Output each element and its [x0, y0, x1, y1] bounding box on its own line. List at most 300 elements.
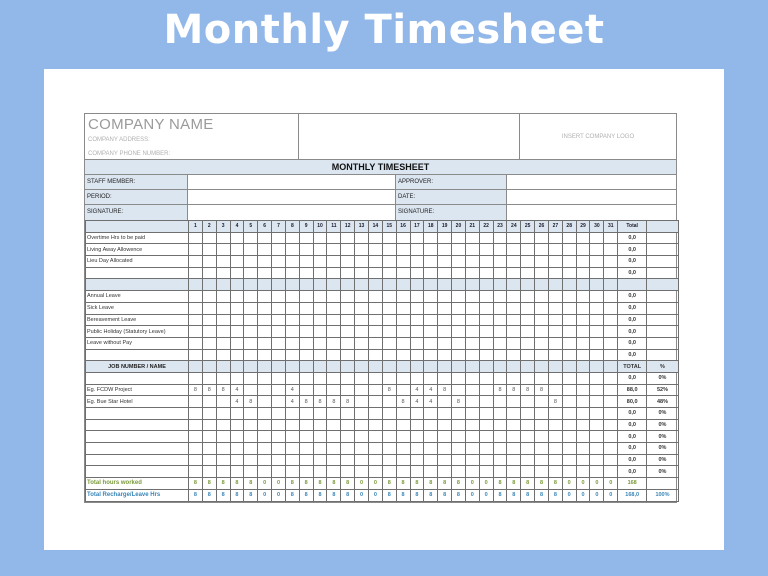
job-day-cell[interactable] — [272, 454, 286, 466]
day-cell[interactable] — [272, 349, 286, 361]
job-day-cell[interactable]: 8 — [189, 384, 203, 396]
day-cell[interactable] — [479, 256, 493, 268]
job-name[interactable] — [86, 408, 189, 420]
job-day-cell[interactable] — [548, 431, 562, 443]
day-cell[interactable] — [535, 291, 549, 303]
job-day-cell[interactable] — [590, 466, 604, 478]
job-day-cell[interactable] — [368, 396, 382, 408]
day-cell[interactable] — [452, 337, 466, 349]
day-cell[interactable] — [230, 291, 244, 303]
day-cell[interactable] — [327, 314, 341, 326]
day-cell[interactable] — [202, 302, 216, 314]
job-day-cell[interactable] — [313, 408, 327, 420]
job-day-cell[interactable] — [202, 372, 216, 384]
job-day-cell[interactable] — [216, 454, 230, 466]
job-day-cell[interactable] — [216, 408, 230, 420]
day-cell[interactable] — [548, 256, 562, 268]
job-day-cell[interactable] — [202, 408, 216, 420]
job-day-cell[interactable] — [341, 408, 355, 420]
day-cell[interactable] — [299, 349, 313, 361]
job-day-cell[interactable]: 8 — [493, 384, 507, 396]
day-cell[interactable] — [327, 232, 341, 244]
job-day-cell[interactable] — [410, 466, 424, 478]
day-cell[interactable] — [493, 232, 507, 244]
day-cell[interactable] — [313, 232, 327, 244]
day-cell[interactable] — [382, 326, 396, 338]
job-day-cell[interactable]: 8 — [396, 396, 410, 408]
job-day-cell[interactable] — [493, 419, 507, 431]
job-name[interactable]: Eg. FCDW Project — [86, 384, 189, 396]
job-day-cell[interactable] — [576, 372, 590, 384]
row-label[interactable]: Leave without Pay — [86, 337, 189, 349]
job-day-cell[interactable] — [493, 443, 507, 455]
day-cell[interactable] — [576, 314, 590, 326]
day-cell[interactable] — [507, 326, 521, 338]
job-day-cell[interactable] — [493, 431, 507, 443]
day-cell[interactable] — [341, 326, 355, 338]
day-cell[interactable] — [216, 256, 230, 268]
day-cell[interactable] — [313, 291, 327, 303]
day-cell[interactable] — [202, 244, 216, 256]
day-cell[interactable] — [465, 349, 479, 361]
job-day-cell[interactable] — [272, 408, 286, 420]
day-cell[interactable] — [313, 349, 327, 361]
job-day-cell[interactable] — [479, 408, 493, 420]
day-cell[interactable] — [438, 244, 452, 256]
job-day-cell[interactable] — [410, 443, 424, 455]
job-day-cell[interactable] — [576, 419, 590, 431]
job-day-cell[interactable]: 8 — [216, 384, 230, 396]
day-cell[interactable] — [272, 326, 286, 338]
job-day-cell[interactable] — [507, 466, 521, 478]
job-day-cell[interactable] — [452, 466, 466, 478]
job-day-cell[interactable] — [507, 454, 521, 466]
job-day-cell[interactable] — [230, 454, 244, 466]
job-day-cell[interactable] — [272, 466, 286, 478]
day-cell[interactable] — [590, 349, 604, 361]
day-cell[interactable] — [244, 256, 258, 268]
job-day-cell[interactable] — [382, 372, 396, 384]
job-day-cell[interactable] — [313, 454, 327, 466]
day-cell[interactable] — [507, 244, 521, 256]
row-label[interactable]: Overtime Hrs to be paid — [86, 232, 189, 244]
day-cell[interactable] — [548, 302, 562, 314]
day-cell[interactable] — [479, 314, 493, 326]
day-cell[interactable] — [396, 326, 410, 338]
job-day-cell[interactable]: 4 — [424, 396, 438, 408]
job-day-cell[interactable] — [548, 419, 562, 431]
day-cell[interactable] — [327, 256, 341, 268]
day-cell[interactable] — [548, 326, 562, 338]
day-cell[interactable] — [479, 349, 493, 361]
day-cell[interactable] — [341, 232, 355, 244]
day-cell[interactable] — [576, 256, 590, 268]
day-cell[interactable] — [548, 267, 562, 279]
job-day-cell[interactable] — [521, 408, 535, 420]
day-cell[interactable] — [341, 337, 355, 349]
day-cell[interactable] — [535, 267, 549, 279]
job-day-cell[interactable] — [230, 443, 244, 455]
day-cell[interactable] — [562, 302, 576, 314]
job-day-cell[interactable] — [382, 419, 396, 431]
job-day-cell[interactable] — [230, 408, 244, 420]
day-cell[interactable] — [590, 314, 604, 326]
day-cell[interactable] — [382, 256, 396, 268]
day-cell[interactable] — [424, 302, 438, 314]
job-day-cell[interactable] — [535, 408, 549, 420]
day-cell[interactable] — [258, 256, 272, 268]
day-cell[interactable] — [355, 349, 369, 361]
day-cell[interactable] — [355, 314, 369, 326]
job-day-cell[interactable] — [452, 419, 466, 431]
day-cell[interactable] — [576, 244, 590, 256]
job-day-cell[interactable] — [341, 443, 355, 455]
job-day-cell[interactable] — [327, 454, 341, 466]
day-cell[interactable] — [285, 302, 299, 314]
day-cell[interactable] — [590, 244, 604, 256]
job-day-cell[interactable] — [368, 408, 382, 420]
day-cell[interactable] — [590, 291, 604, 303]
day-cell[interactable] — [562, 291, 576, 303]
job-day-cell[interactable] — [244, 384, 258, 396]
day-cell[interactable] — [521, 291, 535, 303]
day-cell[interactable] — [507, 314, 521, 326]
day-cell[interactable] — [355, 232, 369, 244]
day-cell[interactable] — [230, 232, 244, 244]
job-day-cell[interactable] — [479, 396, 493, 408]
day-cell[interactable] — [285, 244, 299, 256]
job-day-cell[interactable] — [493, 408, 507, 420]
day-cell[interactable] — [382, 232, 396, 244]
job-name[interactable] — [86, 443, 189, 455]
job-day-cell[interactable] — [493, 396, 507, 408]
job-day-cell[interactable] — [189, 466, 203, 478]
day-cell[interactable] — [493, 244, 507, 256]
job-day-cell[interactable] — [258, 466, 272, 478]
job-day-cell[interactable] — [244, 419, 258, 431]
day-cell[interactable] — [202, 326, 216, 338]
job-day-cell[interactable] — [216, 466, 230, 478]
day-cell[interactable] — [410, 244, 424, 256]
job-day-cell[interactable] — [576, 431, 590, 443]
day-cell[interactable] — [244, 314, 258, 326]
job-day-cell[interactable] — [341, 372, 355, 384]
logo-placeholder[interactable]: INSERT COMPANY LOGO — [561, 133, 635, 140]
job-day-cell[interactable] — [272, 419, 286, 431]
day-cell[interactable] — [272, 314, 286, 326]
job-day-cell[interactable] — [396, 408, 410, 420]
job-day-cell[interactable] — [396, 466, 410, 478]
day-cell[interactable] — [202, 232, 216, 244]
job-day-cell[interactable] — [244, 431, 258, 443]
job-day-cell[interactable] — [493, 454, 507, 466]
job-day-cell[interactable] — [604, 443, 618, 455]
day-cell[interactable] — [521, 337, 535, 349]
day-cell[interactable] — [438, 326, 452, 338]
job-day-cell[interactable] — [189, 419, 203, 431]
job-day-cell[interactable] — [327, 408, 341, 420]
job-day-cell[interactable] — [465, 419, 479, 431]
day-cell[interactable] — [493, 349, 507, 361]
job-day-cell[interactable] — [590, 454, 604, 466]
job-day-cell[interactable]: 8 — [341, 396, 355, 408]
day-cell[interactable] — [189, 314, 203, 326]
company-name[interactable]: COMPANY NAME — [88, 116, 214, 133]
job-day-cell[interactable] — [396, 384, 410, 396]
day-cell[interactable] — [396, 267, 410, 279]
job-day-cell[interactable] — [590, 431, 604, 443]
day-cell[interactable] — [355, 302, 369, 314]
job-day-cell[interactable] — [604, 419, 618, 431]
job-day-cell[interactable] — [341, 466, 355, 478]
day-cell[interactable] — [396, 314, 410, 326]
day-cell[interactable] — [604, 244, 618, 256]
job-day-cell[interactable] — [368, 384, 382, 396]
job-day-cell[interactable]: 4 — [230, 384, 244, 396]
day-cell[interactable] — [299, 256, 313, 268]
job-day-cell[interactable] — [548, 466, 562, 478]
job-day-cell[interactable] — [258, 408, 272, 420]
day-cell[interactable] — [299, 326, 313, 338]
job-day-cell[interactable] — [299, 454, 313, 466]
job-day-cell[interactable] — [535, 419, 549, 431]
job-day-cell[interactable] — [272, 431, 286, 443]
day-cell[interactable] — [424, 314, 438, 326]
job-day-cell[interactable]: 8 — [382, 384, 396, 396]
job-day-cell[interactable] — [576, 443, 590, 455]
job-day-cell[interactable] — [590, 396, 604, 408]
day-cell[interactable] — [410, 291, 424, 303]
day-cell[interactable] — [272, 244, 286, 256]
day-cell[interactable] — [216, 314, 230, 326]
job-day-cell[interactable] — [424, 408, 438, 420]
job-day-cell[interactable]: 4 — [285, 396, 299, 408]
day-cell[interactable] — [479, 302, 493, 314]
day-cell[interactable] — [438, 349, 452, 361]
day-cell[interactable] — [604, 314, 618, 326]
job-day-cell[interactable] — [258, 372, 272, 384]
job-day-cell[interactable] — [341, 431, 355, 443]
job-day-cell[interactable] — [590, 408, 604, 420]
job-day-cell[interactable] — [521, 454, 535, 466]
day-cell[interactable] — [327, 267, 341, 279]
day-cell[interactable] — [202, 337, 216, 349]
job-day-cell[interactable] — [299, 443, 313, 455]
job-day-cell[interactable] — [410, 372, 424, 384]
job-day-cell[interactable]: 8 — [327, 396, 341, 408]
day-cell[interactable] — [604, 232, 618, 244]
day-cell[interactable] — [604, 326, 618, 338]
job-day-cell[interactable] — [258, 443, 272, 455]
day-cell[interactable] — [230, 267, 244, 279]
day-cell[interactable] — [410, 267, 424, 279]
day-cell[interactable] — [604, 349, 618, 361]
job-day-cell[interactable] — [355, 443, 369, 455]
job-day-cell[interactable] — [507, 396, 521, 408]
job-day-cell[interactable] — [299, 466, 313, 478]
day-cell[interactable] — [202, 291, 216, 303]
job-day-cell[interactable] — [368, 372, 382, 384]
day-cell[interactable] — [410, 314, 424, 326]
job-day-cell[interactable] — [535, 372, 549, 384]
job-day-cell[interactable] — [465, 396, 479, 408]
day-cell[interactable] — [299, 232, 313, 244]
job-day-cell[interactable] — [285, 454, 299, 466]
day-cell[interactable] — [424, 244, 438, 256]
day-cell[interactable] — [548, 314, 562, 326]
day-cell[interactable] — [521, 349, 535, 361]
day-cell[interactable] — [230, 349, 244, 361]
job-day-cell[interactable]: 8 — [313, 396, 327, 408]
day-cell[interactable] — [465, 244, 479, 256]
job-day-cell[interactable] — [535, 454, 549, 466]
job-day-cell[interactable] — [313, 466, 327, 478]
day-cell[interactable] — [216, 302, 230, 314]
job-day-cell[interactable] — [479, 419, 493, 431]
job-day-cell[interactable] — [562, 384, 576, 396]
job-day-cell[interactable] — [327, 466, 341, 478]
job-day-cell[interactable] — [521, 443, 535, 455]
day-cell[interactable] — [202, 256, 216, 268]
job-day-cell[interactable] — [521, 372, 535, 384]
day-cell[interactable] — [479, 232, 493, 244]
day-cell[interactable] — [562, 244, 576, 256]
job-day-cell[interactable] — [604, 466, 618, 478]
job-day-cell[interactable] — [272, 372, 286, 384]
job-day-cell[interactable] — [299, 408, 313, 420]
job-day-cell[interactable] — [230, 372, 244, 384]
job-day-cell[interactable] — [452, 443, 466, 455]
day-cell[interactable] — [604, 337, 618, 349]
job-day-cell[interactable] — [355, 431, 369, 443]
job-day-cell[interactable] — [507, 372, 521, 384]
job-day-cell[interactable] — [313, 431, 327, 443]
day-cell[interactable] — [355, 291, 369, 303]
day-cell[interactable] — [562, 314, 576, 326]
day-cell[interactable] — [313, 302, 327, 314]
day-cell[interactable] — [382, 244, 396, 256]
day-cell[interactable] — [327, 349, 341, 361]
job-day-cell[interactable] — [244, 408, 258, 420]
day-cell[interactable] — [368, 291, 382, 303]
job-day-cell[interactable] — [590, 443, 604, 455]
day-cell[interactable] — [424, 256, 438, 268]
day-cell[interactable] — [438, 256, 452, 268]
day-cell[interactable] — [368, 314, 382, 326]
day-cell[interactable] — [368, 256, 382, 268]
job-day-cell[interactable] — [479, 431, 493, 443]
day-cell[interactable] — [313, 244, 327, 256]
job-day-cell[interactable] — [341, 384, 355, 396]
day-cell[interactable] — [590, 337, 604, 349]
day-cell[interactable] — [535, 302, 549, 314]
day-cell[interactable] — [355, 326, 369, 338]
day-cell[interactable] — [535, 349, 549, 361]
job-day-cell[interactable] — [548, 454, 562, 466]
day-cell[interactable] — [313, 314, 327, 326]
day-cell[interactable] — [382, 337, 396, 349]
day-cell[interactable] — [576, 232, 590, 244]
job-day-cell[interactable] — [535, 466, 549, 478]
day-cell[interactable] — [189, 267, 203, 279]
day-cell[interactable] — [535, 326, 549, 338]
job-day-cell[interactable] — [216, 372, 230, 384]
day-cell[interactable] — [272, 302, 286, 314]
day-cell[interactable] — [452, 291, 466, 303]
row-label[interactable]: Annual Leave — [86, 291, 189, 303]
job-name[interactable] — [86, 372, 189, 384]
day-cell[interactable] — [189, 244, 203, 256]
day-cell[interactable] — [507, 302, 521, 314]
day-cell[interactable] — [355, 256, 369, 268]
day-cell[interactable] — [590, 302, 604, 314]
job-day-cell[interactable] — [299, 384, 313, 396]
job-day-cell[interactable] — [424, 431, 438, 443]
job-day-cell[interactable] — [244, 443, 258, 455]
job-day-cell[interactable] — [562, 443, 576, 455]
day-cell[interactable] — [438, 232, 452, 244]
day-cell[interactable] — [521, 314, 535, 326]
job-day-cell[interactable] — [216, 431, 230, 443]
day-cell[interactable] — [244, 302, 258, 314]
day-cell[interactable] — [493, 326, 507, 338]
job-day-cell[interactable] — [438, 408, 452, 420]
job-day-cell[interactable] — [341, 419, 355, 431]
day-cell[interactable] — [576, 337, 590, 349]
day-cell[interactable] — [535, 256, 549, 268]
job-day-cell[interactable]: 4 — [410, 396, 424, 408]
job-day-cell[interactable] — [507, 431, 521, 443]
day-cell[interactable] — [244, 244, 258, 256]
day-cell[interactable] — [507, 267, 521, 279]
day-cell[interactable] — [258, 349, 272, 361]
day-cell[interactable] — [382, 267, 396, 279]
day-cell[interactable] — [189, 326, 203, 338]
job-day-cell[interactable] — [590, 372, 604, 384]
day-cell[interactable] — [313, 337, 327, 349]
job-day-cell[interactable] — [535, 396, 549, 408]
day-cell[interactable] — [230, 256, 244, 268]
job-day-cell[interactable] — [410, 419, 424, 431]
day-cell[interactable] — [576, 267, 590, 279]
day-cell[interactable] — [368, 302, 382, 314]
job-day-cell[interactable] — [562, 419, 576, 431]
job-day-cell[interactable] — [396, 443, 410, 455]
day-cell[interactable] — [507, 232, 521, 244]
job-day-cell[interactable] — [604, 384, 618, 396]
day-cell[interactable] — [452, 232, 466, 244]
day-cell[interactable] — [521, 302, 535, 314]
job-day-cell[interactable] — [521, 466, 535, 478]
day-cell[interactable] — [452, 267, 466, 279]
day-cell[interactable] — [285, 291, 299, 303]
job-day-cell[interactable] — [368, 443, 382, 455]
day-cell[interactable] — [230, 337, 244, 349]
row-label[interactable]: Public Holiday (Statutory Leave) — [86, 326, 189, 338]
job-day-cell[interactable] — [452, 372, 466, 384]
day-cell[interactable] — [216, 232, 230, 244]
day-cell[interactable] — [341, 349, 355, 361]
day-cell[interactable] — [313, 326, 327, 338]
day-cell[interactable] — [424, 291, 438, 303]
day-cell[interactable] — [507, 256, 521, 268]
job-day-cell[interactable] — [313, 419, 327, 431]
day-cell[interactable] — [202, 267, 216, 279]
job-day-cell[interactable] — [355, 408, 369, 420]
day-cell[interactable] — [382, 302, 396, 314]
job-day-cell[interactable] — [341, 454, 355, 466]
day-cell[interactable] — [535, 314, 549, 326]
